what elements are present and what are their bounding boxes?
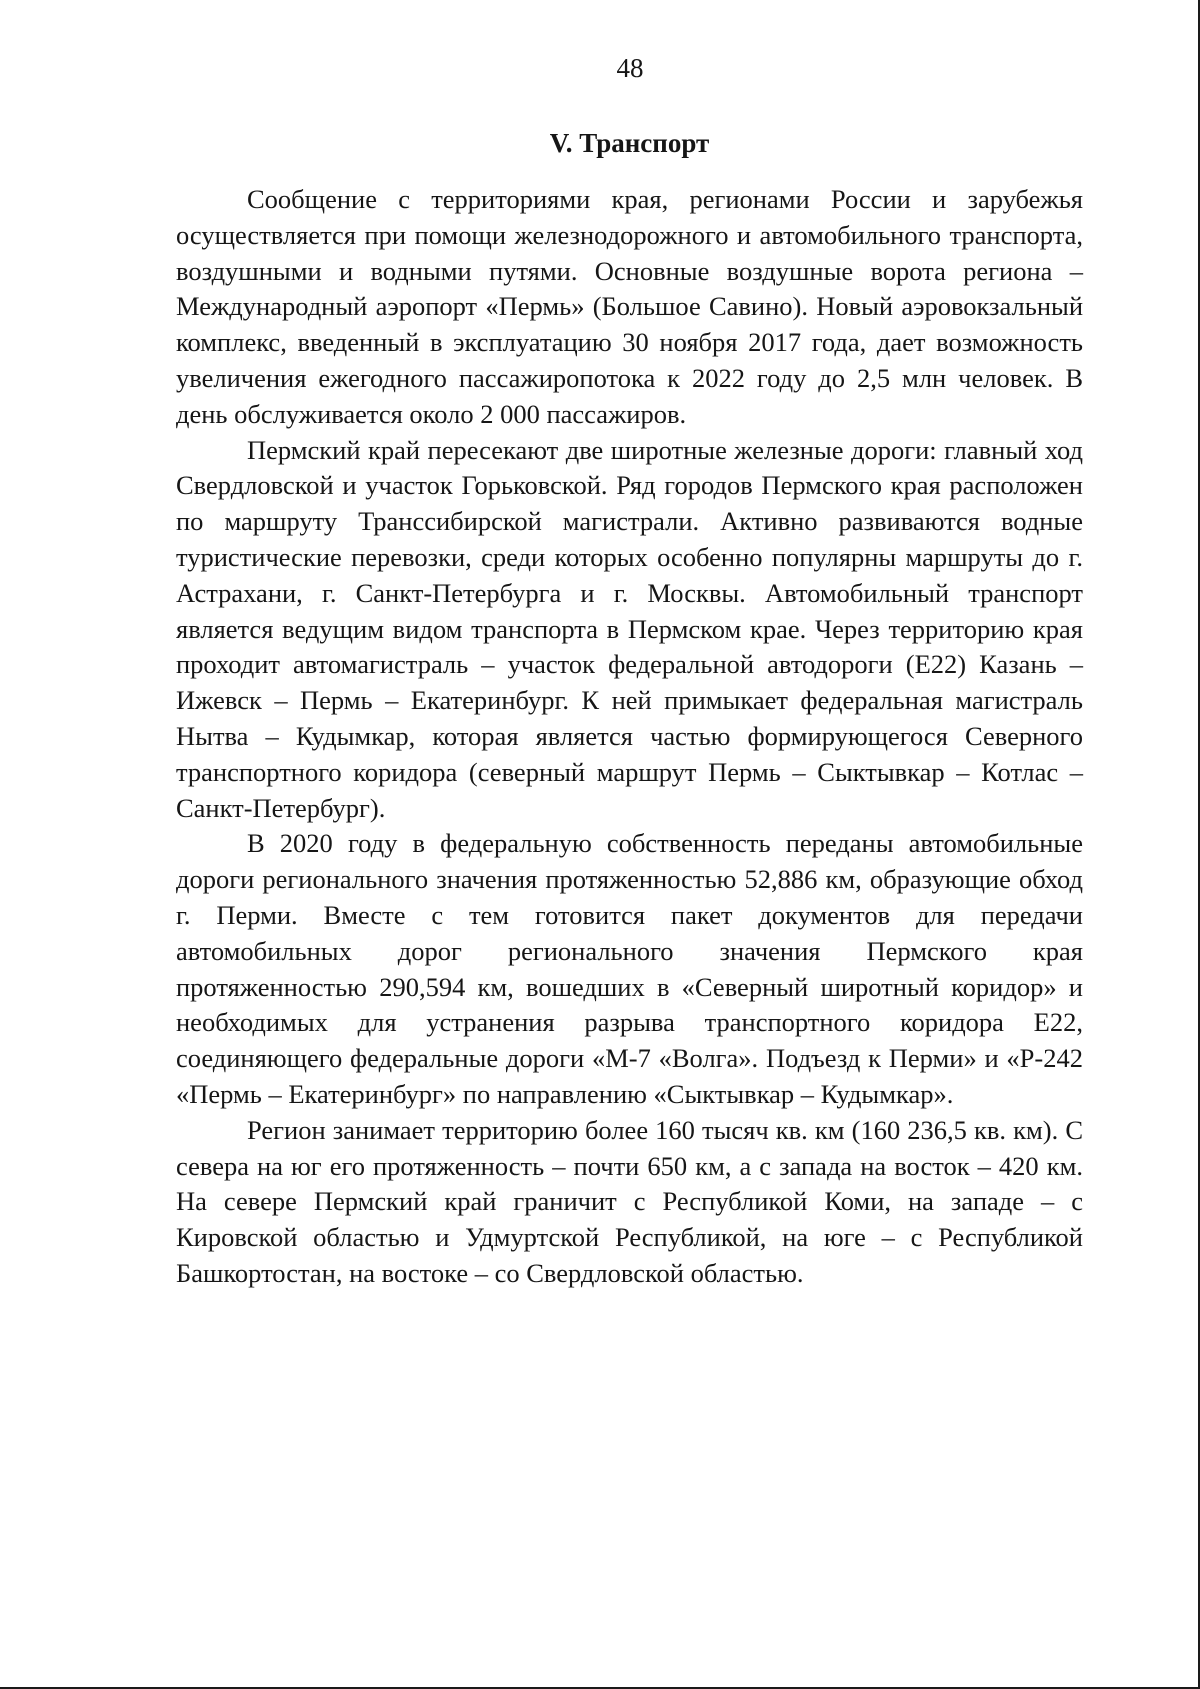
body-text bbox=[176, 182, 1083, 1292]
page-number: 48 bbox=[616, 53, 644, 83]
paragraph-region-territory: Регион занимает территорию более 160 тысяч кв. км (160 236,5 кв. км). С севера на юг его протяженность – почти 650 км, а с запада на восток – 420 км. На севере Пермский край граничит с Республикой Коми, на западе – с Кировской областью и Удмуртской Республикой, на юге – с Республикой Башкортостан, на востоке – со Свердловской областью. bbox=[176, 1114, 1083, 1288]
section-title: V. Транспорт bbox=[549, 128, 710, 158]
paragraph-rail-road-transport: Пермский край пересекают две широтные железные дороги: главный ход Свердловской и участок Горьковской. Ряд городов Пермского края расположен по маршруту Транссибирской магистрали. Активно развиваются водные туристические перевозки, среди которых особенно популярны маршруты до г. Астрахани, г. Санкт-Петербурга и г. Москвы. Автомобильный транспорт является ведущим видом транспорта в Пермском крае. Через территорию края проходит автомагистраль – участок федеральной автодороги (Е22) Казань – Ижевск – Пермь – Екатеринбург. К ней примыкает федеральная магистраль Нытва – Кудымкар, которая является частью формирующегося Северного транспортного коридора (северный маршрут Пермь – Сыктывкар – Котлас – Санкт-Петербург). bbox=[176, 434, 1083, 823]
paragraph-federal-roads: В 2020 году в федеральную собственность переданы автомобильные дороги регионального значения протяженностью 52,886 км, образующие обход г. Перми. Вместе с тем готовится пакет документов для передачи автомобильных дорог регионального значения Пермского края протяженностью 290,594 км, вошедших в «Северный широтный коридор» и необходимых для устранения разрыва транспортного коридора Е22, соединяющего федеральные дороги «М-7 «Волга». Подъезд к Перми» и «Р-242 «Пермь – Екатеринбург» по направлению «Сыктывкар – Кудымкар». bbox=[176, 828, 1083, 1109]
paragraph-air-transport: Сообщение с территориями края, регионами России и зарубежья осуществляется при помощи железнодорожного и автомобильного транспорта, воздушными и водными путями. Основные воздушные ворота региона – Международный аэропорт «Пермь» (Большое Савино). Новый аэровокзальный комплекс, введенный в эксплуатацию 30 ноября 2017 года, дает возможность увеличения ежегодного пассажиропотока к 2022 году до 2,5 млн человек. В день обслуживается около 2 000 пассажиров. bbox=[176, 184, 1083, 429]
